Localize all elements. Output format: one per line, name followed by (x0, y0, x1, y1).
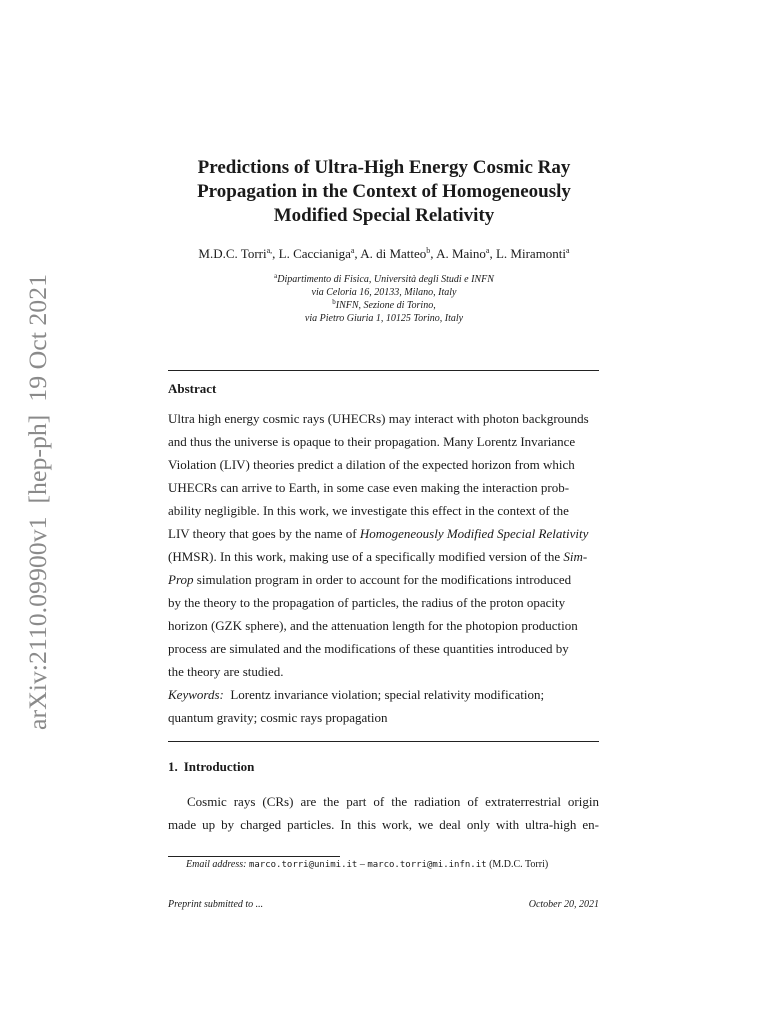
author-name: A. di Matteo (360, 246, 427, 261)
abstract-line: ability negligible. In this work, we investigate this effect in the context of the (168, 503, 569, 518)
abstract-line: and thus the universe is opaque to their propagation. Many Lorentz Invariance (168, 434, 576, 449)
author-separator: , (272, 246, 279, 261)
footnote-label: Email address: (186, 859, 247, 870)
footnote-author: (M.D.C. Torri) (486, 859, 549, 870)
author-affil-mark: a (350, 246, 355, 255)
footnote-rule (168, 856, 340, 857)
affiliation-text: INFN, Sezione di Torino, (335, 300, 436, 311)
abstract-text: (HMSR). In this work, making use of a specifically modified version of the (168, 549, 564, 564)
abstract-emphasis: Prop (168, 572, 194, 587)
abstract-line: horizon (GZK sphere), and the attenuation length for the photopion production (168, 618, 578, 633)
affiliation-line (150, 273, 618, 286)
author-name: M.D.C. Torri (198, 246, 267, 261)
affiliation-text: Dipartimento di Fisica, Università degli Studi e INFN (277, 274, 494, 285)
keywords-label: Keywords: (168, 687, 224, 702)
author-name: L. Miramonti (495, 246, 567, 261)
section-heading (168, 759, 254, 775)
body-line: made up by charged particles. In this work, we deal only with ultra-high en- (168, 817, 599, 832)
keywords-text: Lorentz invariance violation; special relativity modification; (230, 687, 545, 702)
abstract-line (168, 545, 599, 568)
author-affil-mark: a (485, 246, 490, 255)
affiliation-line (150, 312, 618, 325)
author-affil-mark: b (426, 246, 431, 255)
affiliation-line (150, 299, 618, 312)
arxiv-stamp-text: arXiv:2110.09900v1 [hep-ph] 19 Oct 2021 (23, 279, 52, 730)
abstract-body (168, 407, 599, 729)
section-number: 1. (168, 759, 178, 774)
author-separator: , (430, 246, 437, 261)
email-link[interactable]: marco.torri@unimi.it (248, 860, 358, 870)
abstract-top-rule (168, 370, 599, 371)
author-separator: , (489, 246, 496, 261)
abstract-line: the theory are studied. (168, 664, 284, 679)
keywords-line (168, 683, 599, 706)
abstract-text: LIV theory that goes by the name of (168, 526, 360, 541)
keywords-line: quantum gravity; cosmic rays propagation (168, 710, 388, 725)
abstract-heading: Abstract (168, 381, 217, 396)
abstract-line (168, 568, 599, 591)
abstract-line: Ultra high energy cosmic rays (UHECRs) may interact with photon backgrounds (168, 411, 589, 426)
section-title: Introduction (183, 759, 255, 774)
author-list (150, 246, 618, 262)
abstract-emphasis: Sim- (563, 549, 588, 564)
author-separator: , (354, 246, 361, 261)
abstract-line: process are simulated and the modifications of these quantities introduced by (168, 641, 569, 656)
affiliation-text: via Pietro Giuria 1, 10125 Torino, Italy (304, 313, 464, 324)
author-name: L. Caccianiga (278, 246, 351, 261)
author-name: A. Maino (436, 246, 486, 261)
affiliation-line (150, 286, 618, 299)
paper-title (150, 156, 618, 228)
footnote-separator: – (357, 859, 368, 870)
affiliation-mark: a (274, 272, 278, 280)
author-affil-mark: a, (266, 246, 273, 255)
arxiv-stamp (16, 272, 56, 732)
introduction-body (168, 790, 599, 836)
footnote (186, 858, 548, 872)
footer-preprint: Preprint submitted to ... (168, 899, 264, 910)
title-line: Modified Special Relativity (273, 205, 495, 226)
affiliations (150, 273, 618, 325)
affiliation-text: via Celoria 16, 20133, Milano, Italy (311, 287, 457, 298)
abstract-emphasis: Homogeneously Modified Special Relativity (359, 526, 589, 541)
title-line: Predictions of Ultra-High Energy Cosmic Ray (197, 157, 571, 178)
affiliation-mark: b (332, 298, 336, 306)
abstract-line (168, 522, 599, 545)
arxiv-stamp-graphic (16, 272, 56, 732)
abstract-line: Violation (LIV) theories predict a dilation of the expected horizon from which (168, 457, 575, 472)
author-affil-mark: a (566, 246, 570, 255)
abstract-bottom-rule (168, 741, 599, 742)
title-line: Propagation in the Context of Homogeneously (197, 181, 571, 202)
email-link[interactable]: marco.torri@mi.infn.it (367, 860, 487, 870)
abstract-line: by the theory to the propagation of particles, the radius of the proton opacity (168, 595, 566, 610)
abstract-text: simulation program in order to account for the modifications introduced (193, 572, 572, 587)
body-line: Cosmic rays (CRs) are the part of the radiation of extraterrestrial origin (187, 794, 599, 809)
abstract-line: UHECRs can arrive to Earth, in some case even making the interaction prob- (168, 480, 570, 495)
footer-date: October 20, 2021 (528, 899, 599, 910)
